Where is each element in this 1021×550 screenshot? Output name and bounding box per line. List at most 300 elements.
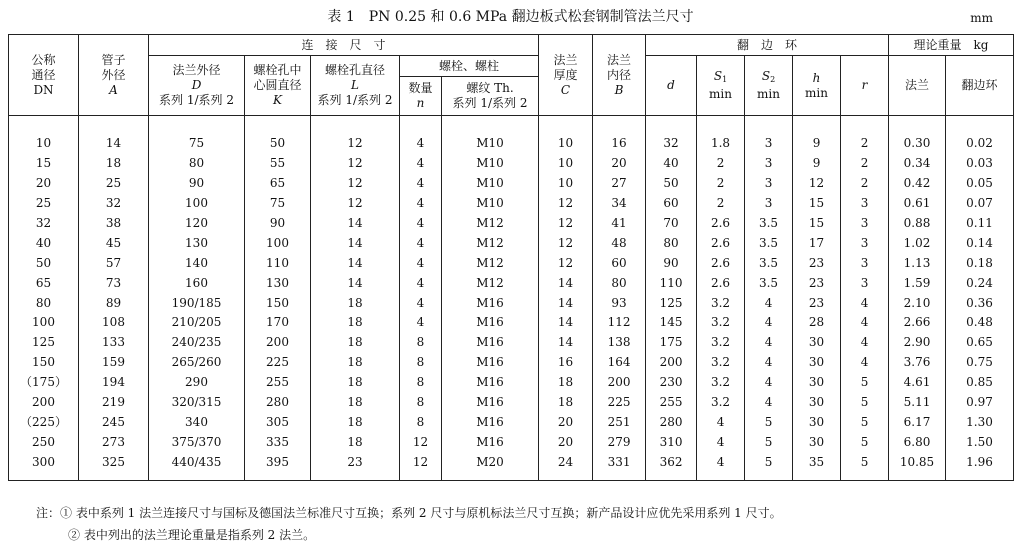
- header-bolt-thread: 螺纹 Th. 系列 1/系列 2: [442, 77, 539, 116]
- header-bolt-circle: 螺栓孔中 心圆直径 K: [245, 56, 311, 116]
- table-cell: 25: [79, 174, 149, 194]
- table-cell: 279: [593, 432, 646, 452]
- table-cell: M12: [442, 214, 539, 234]
- table-cell: 3.5: [745, 273, 793, 293]
- table-cell: 0.97: [946, 393, 1014, 413]
- table-cell: （175）: [9, 373, 79, 393]
- table-cell: 0.75: [946, 353, 1014, 373]
- table-cell: 12: [539, 253, 593, 273]
- table-cell: （225）: [9, 412, 79, 432]
- table-cell: 45: [79, 233, 149, 253]
- table-cell: 0.11: [946, 214, 1014, 234]
- table-spacer-row: [9, 116, 1014, 135]
- table-cell: 8: [400, 353, 442, 373]
- table-cell: 3: [745, 174, 793, 194]
- table-cell: 5: [745, 452, 793, 480]
- table-cell: 12: [311, 174, 400, 194]
- table-cell: 50: [245, 134, 311, 154]
- table-cell: 4: [400, 253, 442, 273]
- header-flange-od: 法兰外径 D 系列 1/系列 2: [149, 56, 245, 116]
- table-cell: 3.2: [697, 313, 745, 333]
- table-cell: 4: [400, 214, 442, 234]
- table-cell: 14: [311, 253, 400, 273]
- table-cell: 145: [646, 313, 697, 333]
- table-cell: 5: [745, 412, 793, 432]
- table-cell: 10: [9, 134, 79, 154]
- table-cell: 12: [400, 452, 442, 480]
- header-bolts-studs: 螺栓、螺柱: [400, 56, 539, 77]
- table-cell: 4: [841, 333, 889, 353]
- table-cell: 4: [697, 452, 745, 480]
- table-cell: 16: [593, 134, 646, 154]
- table-cell: 3: [841, 253, 889, 273]
- table-cell: 255: [245, 373, 311, 393]
- header-bolt-qty: 数量 n: [400, 77, 442, 116]
- table-cell: 138: [593, 333, 646, 353]
- table-cell: 1.59: [889, 273, 946, 293]
- table-row: [9, 452, 1014, 480]
- table-cell: 0.07: [946, 194, 1014, 214]
- table-cell: 5: [745, 432, 793, 452]
- table-cell: 225: [593, 393, 646, 413]
- table-cell: 250: [9, 432, 79, 452]
- table-cell: 14: [539, 293, 593, 313]
- table-cell: 30: [793, 373, 841, 393]
- table-cell: 4: [400, 293, 442, 313]
- table-cell: 14: [311, 273, 400, 293]
- table-cell: M16: [442, 432, 539, 452]
- header-flange-thickness: 法兰 厚度 C: [539, 35, 593, 116]
- table-cell: 200: [9, 393, 79, 413]
- table-row: [9, 273, 1014, 293]
- table-cell: 4: [697, 412, 745, 432]
- table-cell: 3.2: [697, 333, 745, 353]
- header-ring-s2: $S_2$ min: [745, 56, 793, 116]
- table-cell: M16: [442, 313, 539, 333]
- table-cell: 14: [539, 333, 593, 353]
- table-cell: 10: [539, 174, 593, 194]
- header-dn: 公称 通径 DN: [9, 35, 79, 116]
- table-row: [9, 313, 1014, 333]
- table-cell: 3: [841, 233, 889, 253]
- table-cell: 15: [9, 154, 79, 174]
- table-cell: 0.88: [889, 214, 946, 234]
- table-cell: 12: [793, 174, 841, 194]
- table-cell: 3.76: [889, 353, 946, 373]
- table-cell: 3: [745, 194, 793, 214]
- table-cell: 34: [593, 194, 646, 214]
- table-cell: 340: [149, 412, 245, 432]
- table-cell: M10: [442, 134, 539, 154]
- table-cell: 362: [646, 452, 697, 480]
- table-cell: 6.17: [889, 412, 946, 432]
- table-cell: 30: [793, 353, 841, 373]
- table-row: [9, 333, 1014, 353]
- table-cell: 5: [841, 412, 889, 432]
- table-row: [9, 134, 1014, 154]
- table-cell: 48: [593, 233, 646, 253]
- table-cell: 5: [841, 373, 889, 393]
- header-theoretical-weight: 理论重量 kg: [889, 35, 1014, 56]
- table-cell: 35: [793, 452, 841, 480]
- table-header: [9, 35, 1014, 116]
- table-cell: 14: [539, 313, 593, 333]
- table-cell: 10.85: [889, 452, 946, 480]
- table-cell: 1.8: [697, 134, 745, 154]
- table-cell: 18: [311, 432, 400, 452]
- table-cell: 9: [793, 134, 841, 154]
- table-cell: 2: [841, 134, 889, 154]
- table-cell: 120: [149, 214, 245, 234]
- table-cell: 0.61: [889, 194, 946, 214]
- table-cell: 0.65: [946, 333, 1014, 353]
- table-cell: M16: [442, 293, 539, 313]
- table-cell: 100: [245, 233, 311, 253]
- table-cell: 273: [79, 432, 149, 452]
- table-cell: 18: [539, 373, 593, 393]
- table-cell: 4: [745, 353, 793, 373]
- table-cell: 32: [9, 214, 79, 234]
- table-cell: 4: [841, 353, 889, 373]
- table-row: [9, 373, 1014, 393]
- table-cell: 18: [311, 373, 400, 393]
- table-cell: 17: [793, 233, 841, 253]
- table-title: 表 1 PN 0.25 和 0.6 MPa 翻边板式松套钢制管法兰尺寸: [327, 9, 694, 25]
- table-cell: 2.10: [889, 293, 946, 313]
- table-cell: 89: [79, 293, 149, 313]
- table-cell: 0.03: [946, 154, 1014, 174]
- table-cell: 4: [400, 154, 442, 174]
- table-cell: 130: [245, 273, 311, 293]
- unit-label: mm: [970, 11, 993, 25]
- table-cell: 14: [311, 214, 400, 234]
- table-cell: 112: [593, 313, 646, 333]
- table-cell: 23: [793, 253, 841, 273]
- table-cell: 90: [646, 253, 697, 273]
- table-cell: 73: [79, 273, 149, 293]
- table-cell: 305: [245, 412, 311, 432]
- table-cell: 2: [841, 174, 889, 194]
- table-cell: 18: [311, 293, 400, 313]
- table-cell: 1.02: [889, 233, 946, 253]
- table-cell: 5: [841, 393, 889, 413]
- table-cell: 57: [79, 253, 149, 273]
- table-cell: 395: [245, 452, 311, 480]
- table-cell: 60: [593, 253, 646, 273]
- table-cell: M16: [442, 373, 539, 393]
- table-cell: 164: [593, 353, 646, 373]
- table-cell: 90: [149, 174, 245, 194]
- table-cell: 1.30: [946, 412, 1014, 432]
- table-cell: 20: [9, 174, 79, 194]
- table-cell: 320/315: [149, 393, 245, 413]
- table-cell: 75: [245, 194, 311, 214]
- table-cell: 5.11: [889, 393, 946, 413]
- table-cell: 150: [245, 293, 311, 313]
- table-cell: 1.50: [946, 432, 1014, 452]
- table-cell: 219: [79, 393, 149, 413]
- table-cell: 41: [593, 214, 646, 234]
- table-cell: M12: [442, 273, 539, 293]
- header-flange-bore: 法兰 内径 B: [593, 35, 646, 116]
- table-cell: 50: [646, 174, 697, 194]
- table-cell: 4: [841, 313, 889, 333]
- table-cell: 23: [793, 273, 841, 293]
- table-cell: 3.2: [697, 293, 745, 313]
- table-cell: 325: [79, 452, 149, 480]
- table-cell: 108: [79, 313, 149, 333]
- table-cell: 18: [311, 393, 400, 413]
- table-cell: 60: [646, 194, 697, 214]
- table-cell: 20: [593, 154, 646, 174]
- table-cell: 23: [311, 452, 400, 480]
- table-cell: 4: [697, 432, 745, 452]
- table-cell: 300: [9, 452, 79, 480]
- table-cell: 159: [79, 353, 149, 373]
- table-cell: 75: [149, 134, 245, 154]
- table-cell: 4: [745, 293, 793, 313]
- table-cell: 23: [793, 293, 841, 313]
- table-cell: 2.90: [889, 333, 946, 353]
- table-cell: 2.6: [697, 273, 745, 293]
- table-cell: 50: [9, 253, 79, 273]
- table-cell: 133: [79, 333, 149, 353]
- table-row: [9, 214, 1014, 234]
- note-1: 注：① 表中系列 1 法兰连接尺寸与国标及德国法兰标准尺寸互换；系列 2 尺寸与原机标法兰尺寸互换；新产品设计应优先采用系列 1 尺寸。: [36, 506, 782, 520]
- table-cell: 290: [149, 373, 245, 393]
- table-cell: 18: [311, 313, 400, 333]
- table-cell: 0.18: [946, 253, 1014, 273]
- table-cell: 4: [400, 273, 442, 293]
- table-cell: 1.96: [946, 452, 1014, 480]
- table-cell: 10: [539, 134, 593, 154]
- table-cell: 80: [646, 233, 697, 253]
- table-cell: 40: [646, 154, 697, 174]
- table-cell: 14: [311, 233, 400, 253]
- table-cell: 2.66: [889, 313, 946, 333]
- table-cell: M10: [442, 154, 539, 174]
- table-cell: 331: [593, 452, 646, 480]
- table-row: [9, 233, 1014, 253]
- table-cell: 3.2: [697, 393, 745, 413]
- table-cell: 4: [400, 313, 442, 333]
- table-cell: 0.02: [946, 134, 1014, 154]
- table-cell: 8: [400, 333, 442, 353]
- table-cell: 15: [793, 194, 841, 214]
- table-cell: 110: [646, 273, 697, 293]
- table-cell: 30: [793, 412, 841, 432]
- table-cell: 194: [79, 373, 149, 393]
- table-cell: 32: [646, 134, 697, 154]
- table-cell: 5: [841, 452, 889, 480]
- table-cell: 0.85: [946, 373, 1014, 393]
- table-cell: 4: [400, 194, 442, 214]
- table-cell: 100: [149, 194, 245, 214]
- table-cell: 30: [793, 333, 841, 353]
- table-cell: 175: [646, 333, 697, 353]
- table-row: [9, 194, 1014, 214]
- table-cell: 265/260: [149, 353, 245, 373]
- table-cell: M12: [442, 233, 539, 253]
- table-cell: 245: [79, 412, 149, 432]
- table-cell: 80: [9, 293, 79, 313]
- table-cell: 210/205: [149, 313, 245, 333]
- table-cell: 251: [593, 412, 646, 432]
- table-cell: 12: [539, 214, 593, 234]
- header-ring-d: d: [646, 56, 697, 116]
- table-cell: 2.6: [697, 253, 745, 273]
- table-cell: 93: [593, 293, 646, 313]
- table-cell: 14: [539, 273, 593, 293]
- table-cell: 2: [841, 154, 889, 174]
- table-cell: 70: [646, 214, 697, 234]
- table-row: [9, 412, 1014, 432]
- table-cell: M16: [442, 412, 539, 432]
- table-cell: 190/185: [149, 293, 245, 313]
- table-row: [9, 293, 1014, 313]
- table-cell: 280: [646, 412, 697, 432]
- table-cell: 125: [646, 293, 697, 313]
- table-cell: 12: [311, 134, 400, 154]
- table-cell: M20: [442, 452, 539, 480]
- header-ring-s1: $S_1$ min: [697, 56, 745, 116]
- table-cell: 0.36: [946, 293, 1014, 313]
- table-cell: M16: [442, 393, 539, 413]
- table-cell: 200: [593, 373, 646, 393]
- table-cell: 14: [79, 134, 149, 154]
- table-cell: 4: [745, 333, 793, 353]
- table-cell: 65: [245, 174, 311, 194]
- table-row: [9, 174, 1014, 194]
- table-cell: M16: [442, 353, 539, 373]
- table-cell: 55: [245, 154, 311, 174]
- table-notes: [36, 502, 782, 546]
- table-cell: 8: [400, 373, 442, 393]
- header-lapped-ring: 翻 边 环: [646, 35, 889, 56]
- table-cell: 27: [593, 174, 646, 194]
- table-cell: 2.6: [697, 233, 745, 253]
- table-cell: 18: [311, 353, 400, 373]
- table-cell: 3.5: [745, 233, 793, 253]
- table-row: [9, 154, 1014, 174]
- table-cell: 150: [9, 353, 79, 373]
- table-cell: 8: [400, 412, 442, 432]
- table-cell: 12: [311, 194, 400, 214]
- table-cell: 1.13: [889, 253, 946, 273]
- table-cell: M12: [442, 253, 539, 273]
- table-cell: 0.24: [946, 273, 1014, 293]
- table-cell: 18: [79, 154, 149, 174]
- table-cell: 2.6: [697, 214, 745, 234]
- table-cell: 240/235: [149, 333, 245, 353]
- table-cell: 8: [400, 393, 442, 413]
- table-cell: 4.61: [889, 373, 946, 393]
- table-cell: 65: [9, 273, 79, 293]
- table-row: [9, 353, 1014, 373]
- table-cell: 3.5: [745, 253, 793, 273]
- table-cell: 90: [245, 214, 311, 234]
- table-cell: 0.48: [946, 313, 1014, 333]
- table-cell: 12: [539, 194, 593, 214]
- table-cell: 440/435: [149, 452, 245, 480]
- table-cell: 6.80: [889, 432, 946, 452]
- table-cell: 12: [539, 233, 593, 253]
- table-cell: 4: [400, 233, 442, 253]
- table-cell: 18: [311, 412, 400, 432]
- table-cell: 3: [745, 134, 793, 154]
- table-cell: 24: [539, 452, 593, 480]
- flange-dimension-table: [8, 34, 1014, 481]
- table-cell: 110: [245, 253, 311, 273]
- table-cell: 310: [646, 432, 697, 452]
- table-cell: 20: [539, 432, 593, 452]
- note-2: ② 表中列出的法兰理论重量是指系列 2 法兰。: [68, 528, 316, 542]
- table-cell: 225: [245, 353, 311, 373]
- table-cell: 32: [79, 194, 149, 214]
- table-cell: 200: [245, 333, 311, 353]
- table-cell: 2: [697, 154, 745, 174]
- table-cell: 4: [745, 313, 793, 333]
- table-cell: 18: [311, 333, 400, 353]
- table-cell: M16: [442, 333, 539, 353]
- table-row: [9, 253, 1014, 273]
- table-cell: 0.42: [889, 174, 946, 194]
- table-body: [9, 116, 1014, 481]
- table-cell: 2: [697, 194, 745, 214]
- table-cell: 170: [245, 313, 311, 333]
- table-cell: 375/370: [149, 432, 245, 452]
- header-weight-flange: 法兰: [889, 56, 946, 116]
- table-cell: 3.2: [697, 373, 745, 393]
- table-cell: 25: [9, 194, 79, 214]
- table-cell: 9: [793, 154, 841, 174]
- table-cell: 30: [793, 432, 841, 452]
- table-cell: 4: [745, 373, 793, 393]
- table-cell: 28: [793, 313, 841, 333]
- table-cell: 3: [841, 214, 889, 234]
- table-cell: 100: [9, 313, 79, 333]
- table-cell: 4: [400, 134, 442, 154]
- table-cell: 200: [646, 353, 697, 373]
- header-weight-ring: 翻边环: [946, 56, 1014, 116]
- table-cell: 2: [697, 174, 745, 194]
- header-ring-r: r: [841, 56, 889, 116]
- table-cell: 0.14: [946, 233, 1014, 253]
- table-cell: 160: [149, 273, 245, 293]
- header-bolt-hole: 螺栓孔直径 L 系列 1/系列 2: [311, 56, 400, 116]
- table-cell: 3: [745, 154, 793, 174]
- table-cell: 80: [149, 154, 245, 174]
- table-cell: 4: [745, 393, 793, 413]
- table-cell: 30: [793, 393, 841, 413]
- table-row: [9, 393, 1014, 413]
- table-cell: M10: [442, 174, 539, 194]
- table-cell: 12: [311, 154, 400, 174]
- table-cell: 16: [539, 353, 593, 373]
- table-cell: 280: [245, 393, 311, 413]
- header-connection-dims: 连 接 尺 寸: [149, 35, 539, 56]
- table-caption: [0, 6, 1021, 28]
- table-cell: 3: [841, 194, 889, 214]
- table-cell: 230: [646, 373, 697, 393]
- table-cell: 335: [245, 432, 311, 452]
- table-cell: 125: [9, 333, 79, 353]
- header-pipe-od: 管子 外径 A: [79, 35, 149, 116]
- table-cell: 130: [149, 233, 245, 253]
- table-cell: 140: [149, 253, 245, 273]
- table-cell: 20: [539, 412, 593, 432]
- table-cell: 0.05: [946, 174, 1014, 194]
